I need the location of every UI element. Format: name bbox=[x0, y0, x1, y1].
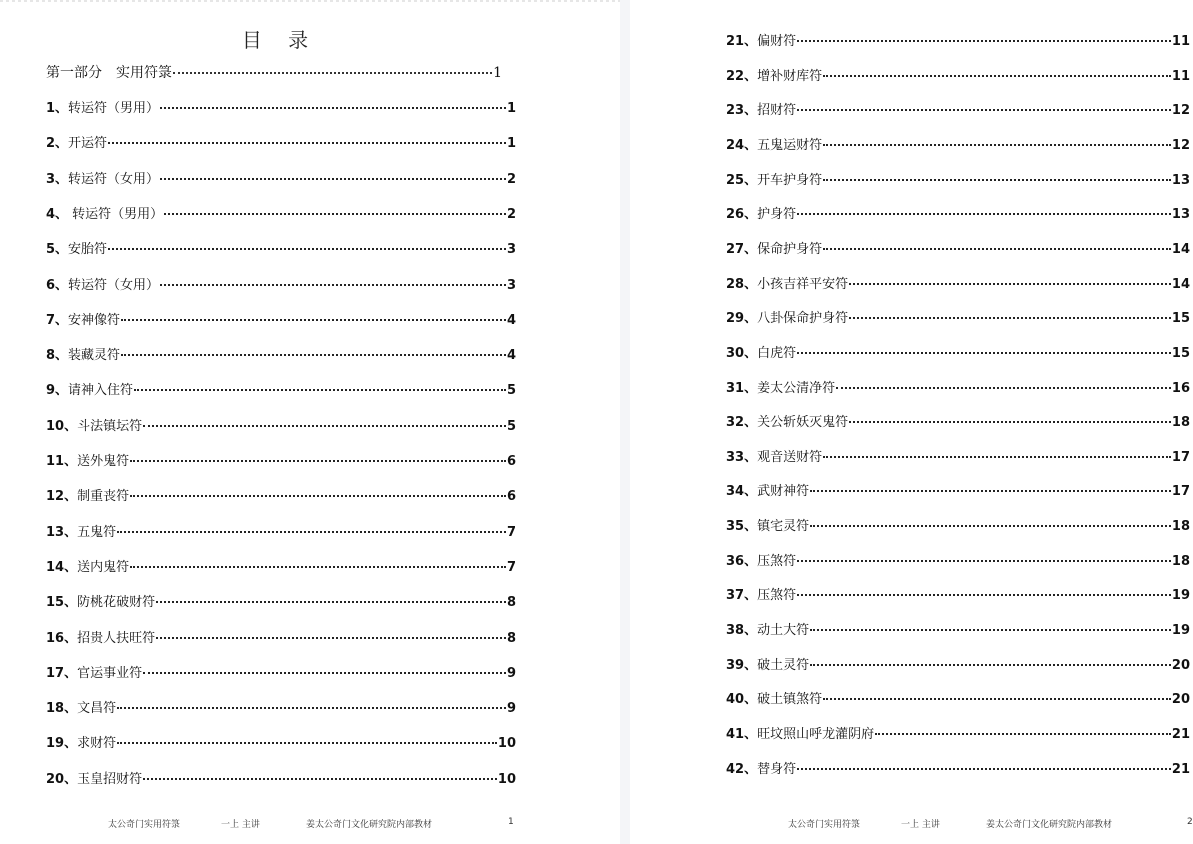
entry-number: 7、 bbox=[46, 312, 69, 328]
entry-label bbox=[46, 415, 142, 434]
entry-title: 开车护身符 bbox=[757, 172, 823, 188]
entry-number: 14、 bbox=[46, 559, 78, 575]
toc-entry[interactable] bbox=[726, 30, 1190, 50]
entry-label bbox=[46, 274, 159, 293]
entry-label bbox=[726, 273, 848, 292]
entry-label bbox=[726, 723, 874, 742]
entry-page-number: 15 bbox=[1171, 345, 1190, 361]
entry-label bbox=[726, 307, 848, 326]
entry-title: 求财符 bbox=[77, 736, 117, 752]
dot-leader bbox=[849, 283, 1171, 285]
entry-label bbox=[46, 521, 116, 540]
entry-page-number: 2 bbox=[506, 206, 516, 222]
dot-leader bbox=[108, 142, 506, 144]
entry-title: 安神像符 bbox=[68, 312, 121, 328]
toc-entry[interactable] bbox=[726, 550, 1190, 570]
entry-label bbox=[46, 344, 120, 363]
toc-entry[interactable] bbox=[46, 168, 516, 188]
footer-book-title: 太公奇门实用符箓 bbox=[788, 820, 861, 830]
entry-page-number: 18 bbox=[1171, 415, 1190, 431]
entry-page-number: 5 bbox=[506, 383, 516, 399]
entry-page-number: 10 bbox=[497, 771, 516, 787]
entry-label bbox=[726, 99, 796, 118]
toc-entry[interactable] bbox=[726, 99, 1190, 119]
dot-leader bbox=[143, 425, 506, 427]
entry-page-number: 13 bbox=[1171, 172, 1190, 188]
entry-title: 观音送财符 bbox=[757, 449, 823, 465]
entry-page-number: 7 bbox=[506, 559, 516, 575]
dot-leader bbox=[797, 109, 1171, 111]
toc-entry[interactable] bbox=[46, 203, 516, 223]
entry-number: 35、 bbox=[726, 519, 758, 535]
entry-number: 3、 bbox=[46, 171, 69, 187]
toc-page-2 bbox=[630, 0, 1193, 844]
entry-label bbox=[46, 697, 116, 716]
dot-leader bbox=[823, 179, 1171, 181]
entry-page-number: 13 bbox=[1171, 207, 1190, 223]
entry-number: 13、 bbox=[46, 524, 78, 540]
entry-page-number: 15 bbox=[1171, 311, 1190, 327]
entry-label bbox=[46, 732, 116, 751]
footer-page-number: 2 bbox=[1187, 817, 1193, 827]
entry-number: 25、 bbox=[726, 172, 758, 188]
toc-entry[interactable] bbox=[46, 627, 516, 647]
entry-number: 10、 bbox=[46, 418, 78, 434]
toc-entry[interactable] bbox=[726, 480, 1190, 500]
toc-entry[interactable] bbox=[46, 732, 516, 752]
entry-number: 40、 bbox=[726, 692, 758, 708]
toc-entry[interactable] bbox=[46, 591, 516, 611]
entry-title: 转运符（男用） bbox=[68, 206, 164, 222]
entry-label bbox=[46, 97, 159, 116]
entry-title: 官运事业符 bbox=[77, 665, 143, 681]
entry-number: 22、 bbox=[726, 68, 758, 84]
entry-page-number: 6 bbox=[506, 454, 516, 469]
toc-entry[interactable] bbox=[726, 65, 1190, 85]
entry-number: 23、 bbox=[726, 103, 758, 119]
entry-title: 制重丧符 bbox=[77, 489, 130, 505]
entry-number: 32、 bbox=[726, 415, 758, 431]
entry-page-number: 17 bbox=[1171, 449, 1190, 465]
footer-lecturer: 一上 主讲 bbox=[901, 820, 940, 830]
toc-entry[interactable] bbox=[726, 688, 1190, 708]
entry-page-number: 2 bbox=[506, 171, 516, 187]
entry-label bbox=[46, 662, 142, 681]
entry-title: 白虎符 bbox=[757, 345, 797, 361]
entry-label bbox=[46, 168, 159, 187]
entry-title: 转运符（男用） bbox=[68, 101, 160, 116]
dot-leader bbox=[797, 594, 1171, 596]
entry-page-number: 6 bbox=[506, 489, 516, 505]
entry-number: 21、 bbox=[726, 34, 758, 49]
toc-entry[interactable] bbox=[726, 238, 1190, 258]
entry-label bbox=[46, 132, 107, 151]
entry-label bbox=[726, 688, 822, 707]
entry-page-number: 1 bbox=[506, 101, 516, 116]
entry-number: 38、 bbox=[726, 623, 758, 639]
entry-page-number: 14 bbox=[1171, 241, 1190, 257]
entry-label bbox=[726, 654, 809, 673]
entry-title: 招财符 bbox=[757, 103, 797, 119]
toc-entry[interactable] bbox=[46, 238, 516, 258]
dot-leader bbox=[108, 248, 506, 250]
entry-title: 招贵人扶旺符 bbox=[77, 630, 156, 646]
entry-page-number: 11 bbox=[1171, 68, 1190, 84]
entry-number: 33、 bbox=[726, 449, 758, 465]
entry-title: 增补财库符 bbox=[757, 68, 823, 84]
dot-leader bbox=[160, 178, 506, 180]
toc-entry[interactable] bbox=[46, 97, 516, 117]
entry-title: 偏财符 bbox=[757, 34, 797, 49]
entry-label bbox=[726, 203, 796, 222]
entry-title: 小孩吉祥平安符 bbox=[757, 276, 849, 292]
entry-number: 5、 bbox=[46, 242, 69, 258]
footer-page-number: 1 bbox=[508, 817, 514, 827]
entry-title: 送内鬼符 bbox=[77, 559, 130, 575]
entry-title: 旺坟照山呼龙灌阴府 bbox=[757, 727, 875, 742]
toc-entry[interactable] bbox=[726, 723, 1190, 743]
dot-leader bbox=[130, 566, 506, 568]
entry-title: 动土大符 bbox=[757, 623, 810, 639]
entry-title: 替身符 bbox=[757, 761, 797, 777]
entry-title: 送外鬼符 bbox=[77, 454, 130, 469]
entry-title: 护身符 bbox=[757, 207, 797, 223]
entry-label bbox=[46, 768, 142, 787]
toc-entry[interactable] bbox=[46, 556, 516, 576]
entry-page-number: 21 bbox=[1171, 761, 1190, 777]
dot-leader bbox=[130, 460, 506, 462]
entry-title: 开运符 bbox=[68, 136, 108, 152]
entry-page-number: 4 bbox=[506, 312, 516, 328]
dot-leader bbox=[797, 560, 1171, 562]
entry-label bbox=[46, 591, 155, 610]
entry-title: 五鬼符 bbox=[77, 524, 117, 540]
entry-number: 39、 bbox=[726, 657, 758, 673]
entry-number: 15、 bbox=[46, 595, 78, 611]
entry-title: 八卦保命护身符 bbox=[757, 311, 849, 327]
toc-entry[interactable] bbox=[726, 619, 1190, 639]
entry-number: 16、 bbox=[46, 630, 78, 646]
entry-page-number: 18 bbox=[1171, 553, 1190, 569]
dot-leader bbox=[117, 742, 497, 744]
entry-number: 26、 bbox=[726, 207, 758, 223]
entry-number: 12、 bbox=[46, 489, 78, 505]
entry-page-number: 17 bbox=[1171, 484, 1190, 500]
entry-page-number: 5 bbox=[506, 418, 516, 434]
entry-page-number: 12 bbox=[1171, 137, 1190, 153]
toc-entry[interactable] bbox=[726, 377, 1190, 397]
entry-title: 请神入住符 bbox=[68, 383, 134, 399]
entry-label bbox=[726, 758, 796, 777]
dot-leader bbox=[823, 144, 1171, 146]
toc-entry[interactable] bbox=[726, 134, 1190, 154]
entry-label bbox=[726, 515, 809, 534]
entry-label bbox=[46, 627, 155, 646]
toc-entry[interactable] bbox=[726, 446, 1190, 466]
entry-label bbox=[726, 411, 848, 430]
entry-page-number: 7 bbox=[506, 524, 516, 540]
entry-title: 安胎符 bbox=[68, 242, 108, 258]
entry-number: 6、 bbox=[46, 277, 69, 293]
entry-page-number: 4 bbox=[506, 348, 516, 364]
toc-entry[interactable] bbox=[46, 344, 516, 364]
dot-leader bbox=[849, 317, 1171, 319]
entry-label bbox=[726, 446, 822, 465]
dot-leader bbox=[823, 248, 1171, 250]
toc-title: 目 录 bbox=[241, 28, 319, 52]
entry-label bbox=[726, 238, 822, 257]
entry-label bbox=[726, 342, 796, 361]
dot-leader bbox=[797, 352, 1171, 354]
dot-leader bbox=[143, 778, 497, 780]
toc-entry[interactable] bbox=[46, 379, 516, 399]
entry-label bbox=[726, 480, 809, 499]
entry-page-number: 8 bbox=[506, 595, 516, 611]
entry-page-number: 11 bbox=[1171, 34, 1190, 49]
entry-label bbox=[726, 377, 835, 396]
entry-label bbox=[46, 556, 129, 575]
dot-leader bbox=[130, 495, 506, 497]
entry-page-number: 8 bbox=[506, 630, 516, 646]
entry-title: 武财神符 bbox=[757, 484, 810, 500]
entry-number: 9、 bbox=[46, 383, 69, 399]
entry-title: 镇宅灵符 bbox=[757, 519, 810, 535]
entry-page-number: 12 bbox=[1171, 103, 1190, 119]
entry-number: 2、 bbox=[46, 136, 69, 152]
entry-page-number: 9 bbox=[506, 665, 516, 681]
dot-leader bbox=[810, 629, 1171, 631]
entry-title: 保命护身符 bbox=[757, 241, 823, 257]
toc-entry[interactable] bbox=[46, 521, 516, 541]
dot-leader bbox=[875, 733, 1171, 735]
entry-label bbox=[726, 550, 796, 569]
entry-label bbox=[726, 30, 796, 49]
entry-page-number: 14 bbox=[1171, 276, 1190, 292]
entry-number: 28、 bbox=[726, 276, 758, 292]
dot-leader bbox=[117, 707, 506, 709]
dot-leader bbox=[156, 637, 506, 639]
entry-page-number: 10 bbox=[497, 736, 516, 752]
entry-number: 4、 bbox=[46, 206, 69, 222]
dot-leader bbox=[836, 387, 1171, 389]
entry-label bbox=[726, 619, 809, 638]
toc-entry[interactable] bbox=[46, 274, 516, 294]
toc-entry[interactable] bbox=[46, 309, 516, 329]
entry-title: 姜太公清净符 bbox=[757, 380, 836, 396]
toc-entry[interactable] bbox=[726, 273, 1190, 293]
entry-number: 11、 bbox=[46, 454, 78, 469]
entry-page-number: 9 bbox=[506, 701, 516, 717]
toc-entry[interactable] bbox=[726, 169, 1190, 189]
dot-leader bbox=[134, 389, 506, 391]
toc-entry[interactable] bbox=[46, 132, 516, 152]
toc-part-heading[interactable] bbox=[46, 62, 502, 82]
entry-number: 20、 bbox=[46, 771, 78, 787]
dot-leader bbox=[121, 354, 506, 356]
entry-number: 34、 bbox=[726, 484, 758, 500]
dot-leader bbox=[160, 284, 506, 286]
dot-leader bbox=[823, 698, 1171, 700]
entry-number: 19、 bbox=[46, 736, 78, 752]
toc-entry[interactable] bbox=[726, 584, 1190, 604]
footer-lecturer: 一上 主讲 bbox=[221, 820, 260, 830]
entry-title: 压煞符 bbox=[757, 553, 797, 569]
dot-leader bbox=[797, 40, 1171, 42]
toc-entry[interactable] bbox=[46, 415, 516, 435]
entry-title: 文昌符 bbox=[77, 701, 117, 717]
entry-page-number: 19 bbox=[1171, 623, 1190, 639]
entry-number: 17、 bbox=[46, 665, 78, 681]
entry-label bbox=[726, 584, 796, 603]
dot-leader bbox=[156, 601, 506, 603]
entry-title: 五鬼运财符 bbox=[757, 137, 823, 153]
dot-leader bbox=[849, 421, 1171, 423]
dot-leader bbox=[810, 525, 1171, 527]
toc-entry[interactable] bbox=[726, 515, 1190, 535]
entry-title: 防桃花破财符 bbox=[77, 595, 156, 611]
entry-title: 斗法镇坛符 bbox=[77, 418, 143, 434]
entry-number: 29、 bbox=[726, 311, 758, 327]
entry-title: 破土灵符 bbox=[757, 657, 810, 673]
entry-label bbox=[46, 485, 129, 504]
toc-entry[interactable] bbox=[726, 758, 1190, 778]
entry-title: 装藏灵符 bbox=[68, 348, 121, 364]
entry-number: 24、 bbox=[726, 137, 758, 153]
page-gutter bbox=[620, 0, 630, 844]
entry-page-number: 21 bbox=[1171, 727, 1190, 742]
dot-leader bbox=[117, 531, 506, 533]
toc-entry[interactable] bbox=[46, 697, 516, 717]
dot-leader bbox=[810, 490, 1171, 492]
entry-page-number: 20 bbox=[1171, 692, 1190, 708]
toc-entry[interactable] bbox=[726, 411, 1190, 431]
part-page-number: 1 bbox=[493, 65, 502, 81]
entry-title: 关公斩妖灭鬼符 bbox=[757, 415, 849, 431]
entry-page-number: 3 bbox=[506, 242, 516, 258]
entry-title: 转运符（女用） bbox=[68, 277, 160, 293]
entry-number: 36、 bbox=[726, 553, 758, 569]
toc-entry[interactable] bbox=[726, 342, 1190, 362]
entry-label bbox=[726, 169, 822, 188]
dot-leader bbox=[810, 664, 1171, 666]
footer-publisher: 姜太公奇门文化研究院内部教材 bbox=[306, 820, 433, 830]
entry-page-number: 1 bbox=[506, 136, 516, 152]
entry-number: 8、 bbox=[46, 348, 69, 364]
dot-leader bbox=[797, 768, 1171, 770]
entry-label bbox=[46, 203, 163, 222]
entry-title: 转运符（女用） bbox=[68, 171, 160, 187]
dot-leader bbox=[173, 72, 492, 74]
entry-number: 18、 bbox=[46, 701, 78, 717]
entry-page-number: 3 bbox=[506, 277, 516, 293]
entry-page-number: 18 bbox=[1171, 519, 1190, 535]
entry-title: 破土镇煞符 bbox=[757, 692, 823, 708]
entry-label bbox=[46, 309, 120, 328]
entry-label bbox=[726, 65, 822, 84]
dot-leader bbox=[797, 213, 1171, 215]
dot-leader bbox=[823, 456, 1171, 458]
toc-entry[interactable] bbox=[46, 662, 516, 682]
entry-number: 42、 bbox=[726, 761, 758, 777]
entry-title: 压煞符 bbox=[757, 588, 797, 604]
dot-leader bbox=[823, 75, 1171, 77]
entry-title: 玉皇招财符 bbox=[77, 771, 143, 787]
entry-label bbox=[46, 379, 133, 398]
entry-number: 27、 bbox=[726, 241, 758, 257]
toc-entry[interactable] bbox=[46, 485, 516, 505]
entry-page-number: 16 bbox=[1171, 380, 1190, 396]
footer-publisher: 姜太公奇门文化研究院内部教材 bbox=[986, 820, 1113, 830]
toc-entry[interactable] bbox=[726, 203, 1190, 223]
entry-number: 37、 bbox=[726, 588, 758, 604]
entry-page-number: 19 bbox=[1171, 588, 1190, 604]
entry-number: 1、 bbox=[46, 101, 69, 116]
entry-label bbox=[726, 134, 822, 153]
dot-leader bbox=[164, 213, 506, 215]
entry-number: 41、 bbox=[726, 727, 758, 742]
dot-leader bbox=[160, 107, 506, 109]
toc-entry[interactable] bbox=[726, 654, 1190, 674]
dot-leader bbox=[121, 319, 506, 321]
part-label: 第一部分 实用符箓 bbox=[46, 65, 172, 81]
dot-leader bbox=[143, 672, 506, 674]
toc-entry[interactable] bbox=[46, 450, 516, 470]
entry-number: 30、 bbox=[726, 345, 758, 361]
toc-entry[interactable] bbox=[726, 307, 1190, 327]
footer-book-title: 太公奇门实用符箓 bbox=[108, 820, 181, 830]
entry-label bbox=[46, 450, 129, 469]
entry-page-number: 20 bbox=[1171, 657, 1190, 673]
toc-entry[interactable] bbox=[46, 768, 516, 788]
entry-number: 31、 bbox=[726, 380, 758, 396]
entry-label bbox=[46, 238, 107, 257]
scan-edge bbox=[0, 0, 620, 2]
